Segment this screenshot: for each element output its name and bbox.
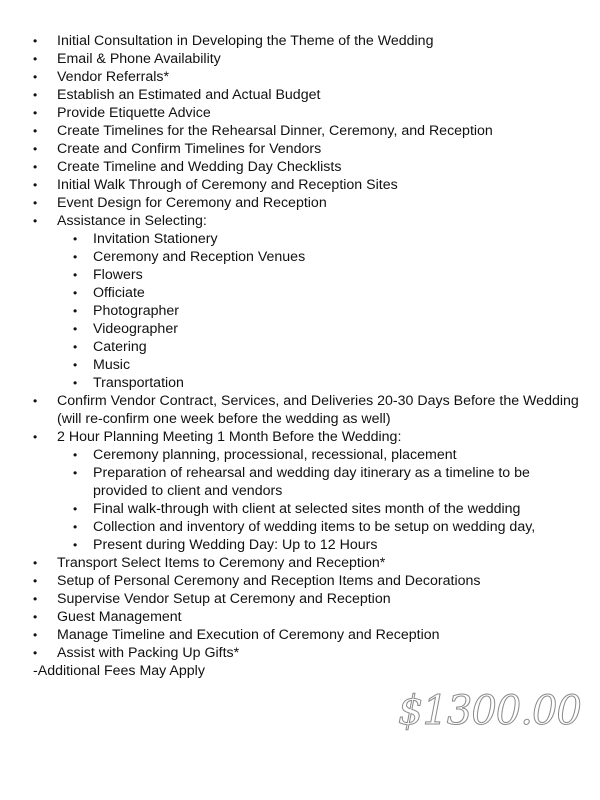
bullet: • <box>73 250 78 264</box>
planning-meeting-label: 2 Hour Planning Meeting 1 Month Before the Wedding: <box>57 429 402 445</box>
bullet: • <box>33 592 38 606</box>
service-text: Create Timeline and Wedding Day Checklists <box>57 159 342 175</box>
bullet: • <box>33 214 38 228</box>
bullet: • <box>73 448 78 462</box>
service-text: Establish an Estimated and Actual Budget <box>57 87 321 103</box>
service-item <box>0 32 600 50</box>
bullet: • <box>33 196 38 210</box>
bullet: • <box>33 628 38 642</box>
service-text: Vendor Referrals* <box>57 69 169 85</box>
bullet: • <box>33 52 38 66</box>
bullet: • <box>33 70 38 84</box>
assistance-item <box>0 356 600 374</box>
bullet: • <box>73 520 78 534</box>
service-item <box>0 554 600 572</box>
assistance-text: Music <box>93 357 131 373</box>
planning-meeting-text: Preparation of rehearsal and wedding day itinerary as a timeline to be provided to client and vendors <box>93 465 530 499</box>
assistance-item <box>0 248 600 266</box>
assistance-text: Videographer <box>93 321 178 337</box>
confirm-vendor-item <box>0 392 600 428</box>
services-list <box>0 32 600 662</box>
bullet: • <box>33 646 38 660</box>
service-text: Transport Select Items to Ceremony and Reception* <box>57 555 386 571</box>
assistance-text: Catering <box>93 339 147 355</box>
bullet: • <box>33 142 38 156</box>
service-text: Create Timelines for the Rehearsal Dinner, Ceremony, and Reception <box>57 123 493 139</box>
service-text: Assist with Packing Up Gifts* <box>57 645 240 661</box>
bullet: • <box>73 340 78 354</box>
assistance-text: Invitation Stationery <box>93 231 218 247</box>
bullet: • <box>73 538 78 552</box>
service-item <box>0 68 600 86</box>
service-text: Create and Confirm Timelines for Vendors <box>57 141 322 157</box>
bullet: • <box>33 178 38 192</box>
bullet: • <box>73 376 78 390</box>
planning-meeting-text: Ceremony planning, processional, recessional, placement <box>93 447 457 463</box>
service-item <box>0 50 600 68</box>
bullet: • <box>33 556 38 570</box>
service-item <box>0 140 600 158</box>
bullet: • <box>33 34 38 48</box>
planning-meeting-heading <box>0 428 600 446</box>
assistance-label: Assistance in Selecting: <box>57 213 207 229</box>
assistance-text: Officiate <box>93 285 145 301</box>
bullet: • <box>73 232 78 246</box>
assistance-text: Ceremony and Reception Venues <box>93 249 306 265</box>
planning-meeting-item <box>0 446 600 464</box>
bullet: • <box>33 430 38 444</box>
assistance-text: Flowers <box>93 267 143 283</box>
service-item <box>0 590 600 608</box>
planning-meeting-item <box>0 536 600 554</box>
planning-meeting-item <box>0 518 600 536</box>
assistance-item <box>0 284 600 302</box>
bullet: • <box>33 124 38 138</box>
assistance-item <box>0 374 600 392</box>
bullet: • <box>73 286 78 300</box>
service-item <box>0 86 600 104</box>
service-text: Email & Phone Availability <box>57 51 221 67</box>
planning-meeting-text: Present during Wedding Day: Up to 12 Hours <box>93 537 378 553</box>
service-item <box>0 572 600 590</box>
planning-meeting-text: Collection and inventory of wedding items to be setup on wedding day, <box>93 519 536 535</box>
assistance-heading <box>0 212 600 230</box>
assistance-item <box>0 302 600 320</box>
bullet: • <box>33 610 38 624</box>
service-item <box>0 194 600 212</box>
service-text: Event Design for Ceremony and Reception <box>57 195 327 211</box>
bullet: • <box>73 304 78 318</box>
additional-fees-note: -Additional Fees May Apply <box>33 663 205 679</box>
confirm-vendor-text: Confirm Vendor Contract, Services, and Deliveries 20-30 Days Before the Wedding (will re-confirm one week before the wedding as well) <box>57 393 579 427</box>
assistance-item <box>0 266 600 284</box>
bullet: • <box>73 502 78 516</box>
planning-meeting-item <box>0 500 600 518</box>
planning-meeting-text: Final walk-through with client at selected sites month of the wedding <box>93 501 521 517</box>
bullet: • <box>33 394 38 408</box>
assistance-item <box>0 338 600 356</box>
service-text: Initial Consultation in Developing the Theme of the Wedding <box>57 33 434 49</box>
bullet: • <box>33 106 38 120</box>
service-item <box>0 104 600 122</box>
service-text: Provide Etiquette Advice <box>57 105 211 121</box>
package-price: $1300.00 <box>398 688 581 734</box>
service-text: Manage Timeline and Execution of Ceremony and Reception <box>57 627 440 643</box>
bullet: • <box>33 574 38 588</box>
service-item <box>0 122 600 140</box>
bullet: • <box>73 268 78 282</box>
assistance-text: Transportation <box>93 375 184 391</box>
assistance-item <box>0 230 600 248</box>
services-document <box>0 32 600 680</box>
service-text: Initial Walk Through of Ceremony and Reception Sites <box>57 177 398 193</box>
bullet: • <box>73 358 78 372</box>
assistance-text: Photographer <box>93 303 179 319</box>
service-item <box>0 176 600 194</box>
bullet: • <box>73 466 78 480</box>
bullet: • <box>33 88 38 102</box>
service-item <box>0 626 600 644</box>
planning-meeting-item <box>0 464 600 500</box>
assistance-item <box>0 320 600 338</box>
service-text: Supervise Vendor Setup at Ceremony and Reception <box>57 591 391 607</box>
service-text: Setup of Personal Ceremony and Reception Items and Decorations <box>57 573 481 589</box>
service-item <box>0 644 600 662</box>
service-item <box>0 608 600 626</box>
service-item <box>0 158 600 176</box>
bullet: • <box>73 322 78 336</box>
bullet: • <box>33 160 38 174</box>
service-text: Guest Management <box>57 609 182 625</box>
